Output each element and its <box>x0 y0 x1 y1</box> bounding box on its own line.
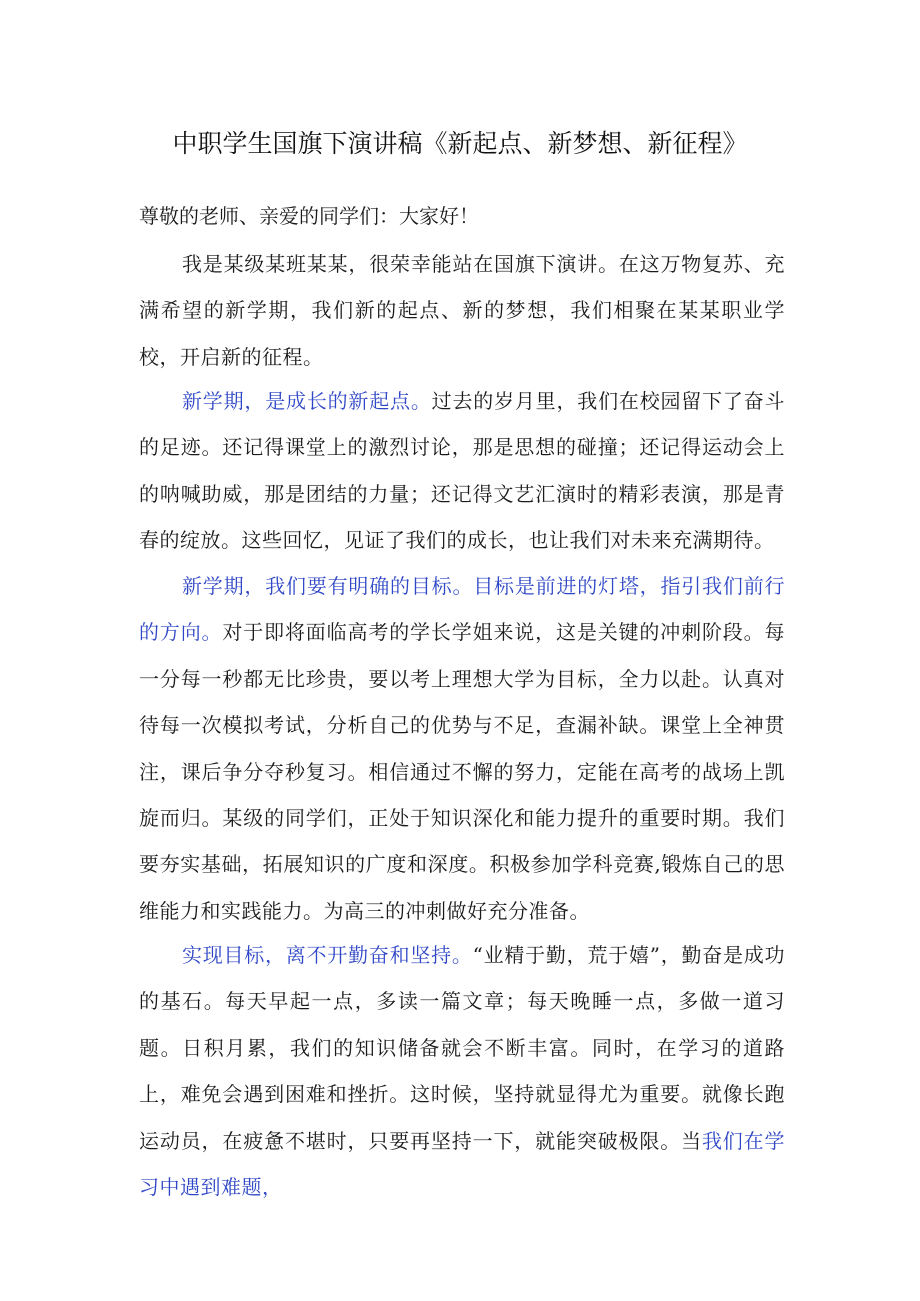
paragraph-text: 我是某级某班某某，很荣幸能站在国旗下演讲。在这万物复苏、充满希望的新学期，我们新的起点、新的梦想，我们相聚在某某职业学校，开启新的征程。 <box>139 252 785 369</box>
paragraph-diligence-persistence <box>139 932 785 1210</box>
paragraph-text: “业精于勤，荒于嬉”，勤奋是成功的基石。每天早起一点，多读一篇文章；每天晚睡一点，多做一道习题。日积月累，我们的知识储备就会不断丰富。同时，在学习的道路上，难免会遇到困难和挫折。这时候，坚持就显得尤为重要。就像长跑运动员，在疲惫不堪时，只要再坚持一下，就能突破极限。当 <box>139 943 786 1153</box>
paragraph-clear-goals <box>139 563 785 934</box>
paragraph-text: 过去的岁月里，我们在校园留下了奋斗的足迹。还记得课堂上的激烈讨论，那是思想的碰撞；还记得运动会上的呐喊助威，那是团结的力量；还记得文艺汇演时的精彩表演，那是青春的绽放。这些回忆，见证了我们的成长，也让我们对未来充满期待。 <box>139 389 786 553</box>
highlighted-sentence-end: 我们在学习中遇到难题， <box>139 1128 786 1200</box>
document-title: 中职学生国旗下演讲稿《新起点、新梦想、新征程》 <box>172 129 748 158</box>
paragraph-text: 对于即将面临高考的学长学姐来说，这是关键的冲刺阶段。每一分每一秒都无比珍贵，要以考上理想大学为目标，全力以赴。认真对待每一次模拟考试，分析自己的优势与不足，查漏补缺。课堂上全神贯注，课后争分夺秒复习。相信通过不懈的努力，定能在高考的战场上凯旋而归。某级的同学们，正处于知识深化和能力提升的重要时期。我们要夯实基础，拓展知识的广度和深度。积极参加学科竞赛,锻炼自己的思维能力和实践能力。为高三的冲刺做好充分准备。 <box>139 620 786 923</box>
highlighted-sentence: 新学期，我们要有明确的目标。目标是前进的灯塔，指引我们前行的方向。 <box>139 574 785 645</box>
paragraph-intro <box>139 241 785 380</box>
highlighted-sentence: 新学期，是成长的新起点。 <box>182 389 432 413</box>
highlighted-sentence: 实现目标，离不开勤奋和坚持。 <box>182 943 473 967</box>
paragraph-new-starting-point <box>139 378 785 564</box>
salutation: 尊敬的老师、亲爱的同学们：大家好！ <box>139 204 479 228</box>
